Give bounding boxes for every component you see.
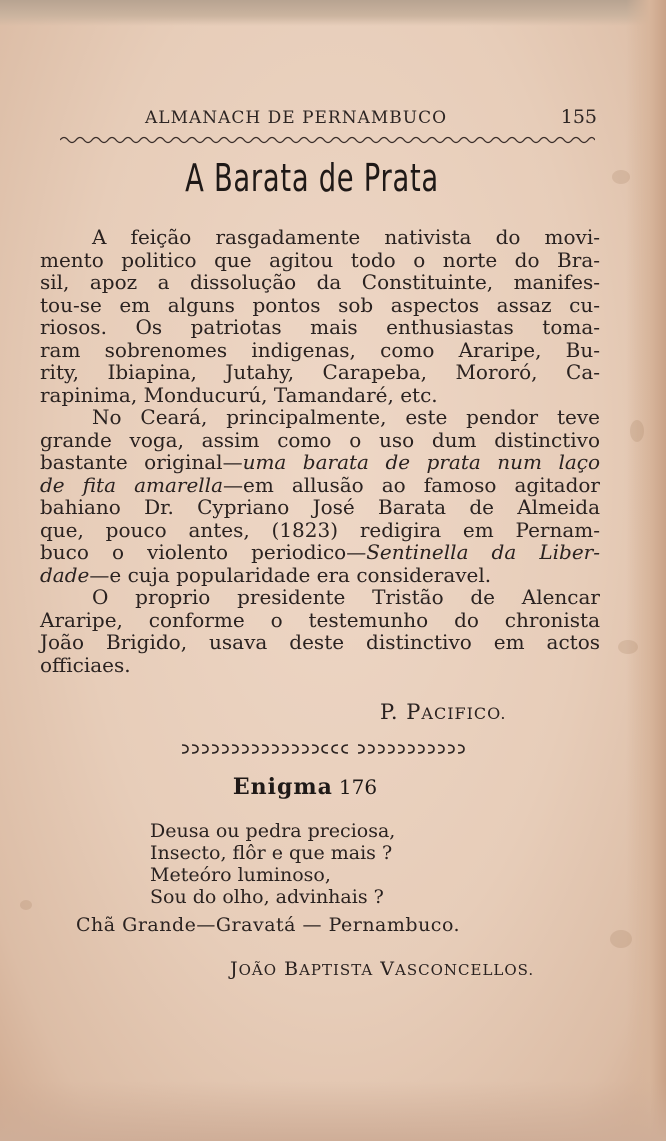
text-line	[40, 564, 600, 587]
enigma-number: 176	[338, 775, 378, 799]
wavy-rule-divider	[60, 134, 595, 144]
text-line: Araripe, conforme o testemunho do chronista	[40, 607, 600, 632]
text-fragment: —e cuja popularidade era consideravel.	[89, 562, 492, 587]
ornamental-divider	[178, 742, 478, 756]
italic-fragment: uma barata de prata num laço	[242, 450, 601, 474]
foxing-spot	[610, 930, 632, 948]
text-line: tou-se em alguns pontos sob aspectos assaz cu-	[40, 292, 600, 317]
text-line: ram sobrenomes indigenas, como Araripe, Bu-	[40, 337, 600, 362]
sig-j: J	[230, 958, 239, 980]
enigma-verse	[150, 820, 470, 908]
text-fragment: buco o violento periodico—	[40, 540, 367, 564]
text-line: mento politico que agitou todo o norte do Bra-	[40, 247, 600, 272]
text-line: O proprio presidente Tristão de Alencar	[92, 585, 600, 609]
sig-aptista: APTISTA	[299, 961, 374, 979]
bottom-page-edge	[0, 1081, 666, 1141]
text-fragment: —em allusão ao famoso agitador	[223, 472, 600, 497]
text-line: sil, apoz a dissolução da Constituinte, manifes-	[40, 270, 600, 294]
italic-fragment: Sentinella da Liber-	[366, 540, 600, 564]
sig-asconcellos: ASCONCELLOS.	[395, 961, 535, 979]
article-signature	[380, 700, 506, 724]
sig-v: V	[380, 958, 396, 980]
running-title: ALMANACH DE PERNAMBUCO	[145, 108, 448, 128]
text-line: grande voga, assim como o uso dum distinctivo	[40, 427, 600, 452]
text-line	[40, 451, 600, 474]
italic-fragment: dade	[40, 562, 90, 587]
enigma-place: Chã Grande—Gravatá — Pernambuco.	[76, 914, 461, 936]
running-head	[145, 104, 605, 136]
text-line: João Brigido, usava deste distinctivo em actos	[40, 630, 600, 654]
text-line: que, pouco antes, (1823) redigira em Pernam-	[40, 517, 600, 542]
foxing-spot	[612, 170, 630, 184]
text-fragment: bastante original—	[40, 450, 243, 474]
sig-b: B	[284, 958, 300, 980]
text-line: rity, Ibiapina, Jutahy, Carapeba, Mororó, Ca-	[40, 360, 600, 384]
verse-line: Meteóro luminoso,	[150, 864, 331, 886]
text-line: No Ceará, principalmente, este pendor teve	[92, 405, 600, 429]
verse-line: Deusa ou pedra preciosa,	[150, 820, 396, 842]
article-body	[40, 226, 600, 676]
foxing-spot	[630, 420, 644, 442]
text-line: bahiano Dr. Cypriano José Barata de Almeida	[40, 495, 600, 519]
text-line: rapinima, Monducurú, Tamandaré, etc.	[40, 382, 438, 407]
italic-fragment: de fita amarella	[40, 472, 223, 497]
paragraph-2	[40, 406, 600, 586]
text-line: A feição rasgadamente nativista do movi-	[92, 225, 600, 249]
page-number: 155	[560, 106, 597, 128]
foxing-spot	[20, 900, 32, 910]
text-line: officiaes.	[40, 652, 131, 677]
sig-oao: OÃO	[238, 961, 278, 979]
foxing-spot	[618, 640, 638, 654]
article-title: A Barata de Prata	[185, 156, 439, 200]
text-line	[40, 541, 600, 564]
paragraph-3	[40, 586, 600, 676]
right-page-edge	[626, 0, 666, 1141]
text-line: riosos. Os patriotas mais enthusiastas toma-	[40, 315, 600, 339]
verse-line: Insecto, flôr e que mais ?	[150, 842, 393, 864]
signature-name-first: P	[406, 700, 422, 724]
signature-name-rest: ACIFICO.	[421, 704, 507, 723]
enigma-title-word: Enigma	[232, 774, 333, 800]
top-page-edge	[0, 0, 666, 26]
enigma-signature	[230, 958, 534, 980]
verse-line: Sou do olho, advinhais ?	[150, 886, 384, 908]
enigma-title	[0, 774, 610, 800]
paragraph-1	[40, 226, 600, 406]
signature-initial: P.	[380, 700, 399, 724]
text-line	[40, 474, 600, 497]
